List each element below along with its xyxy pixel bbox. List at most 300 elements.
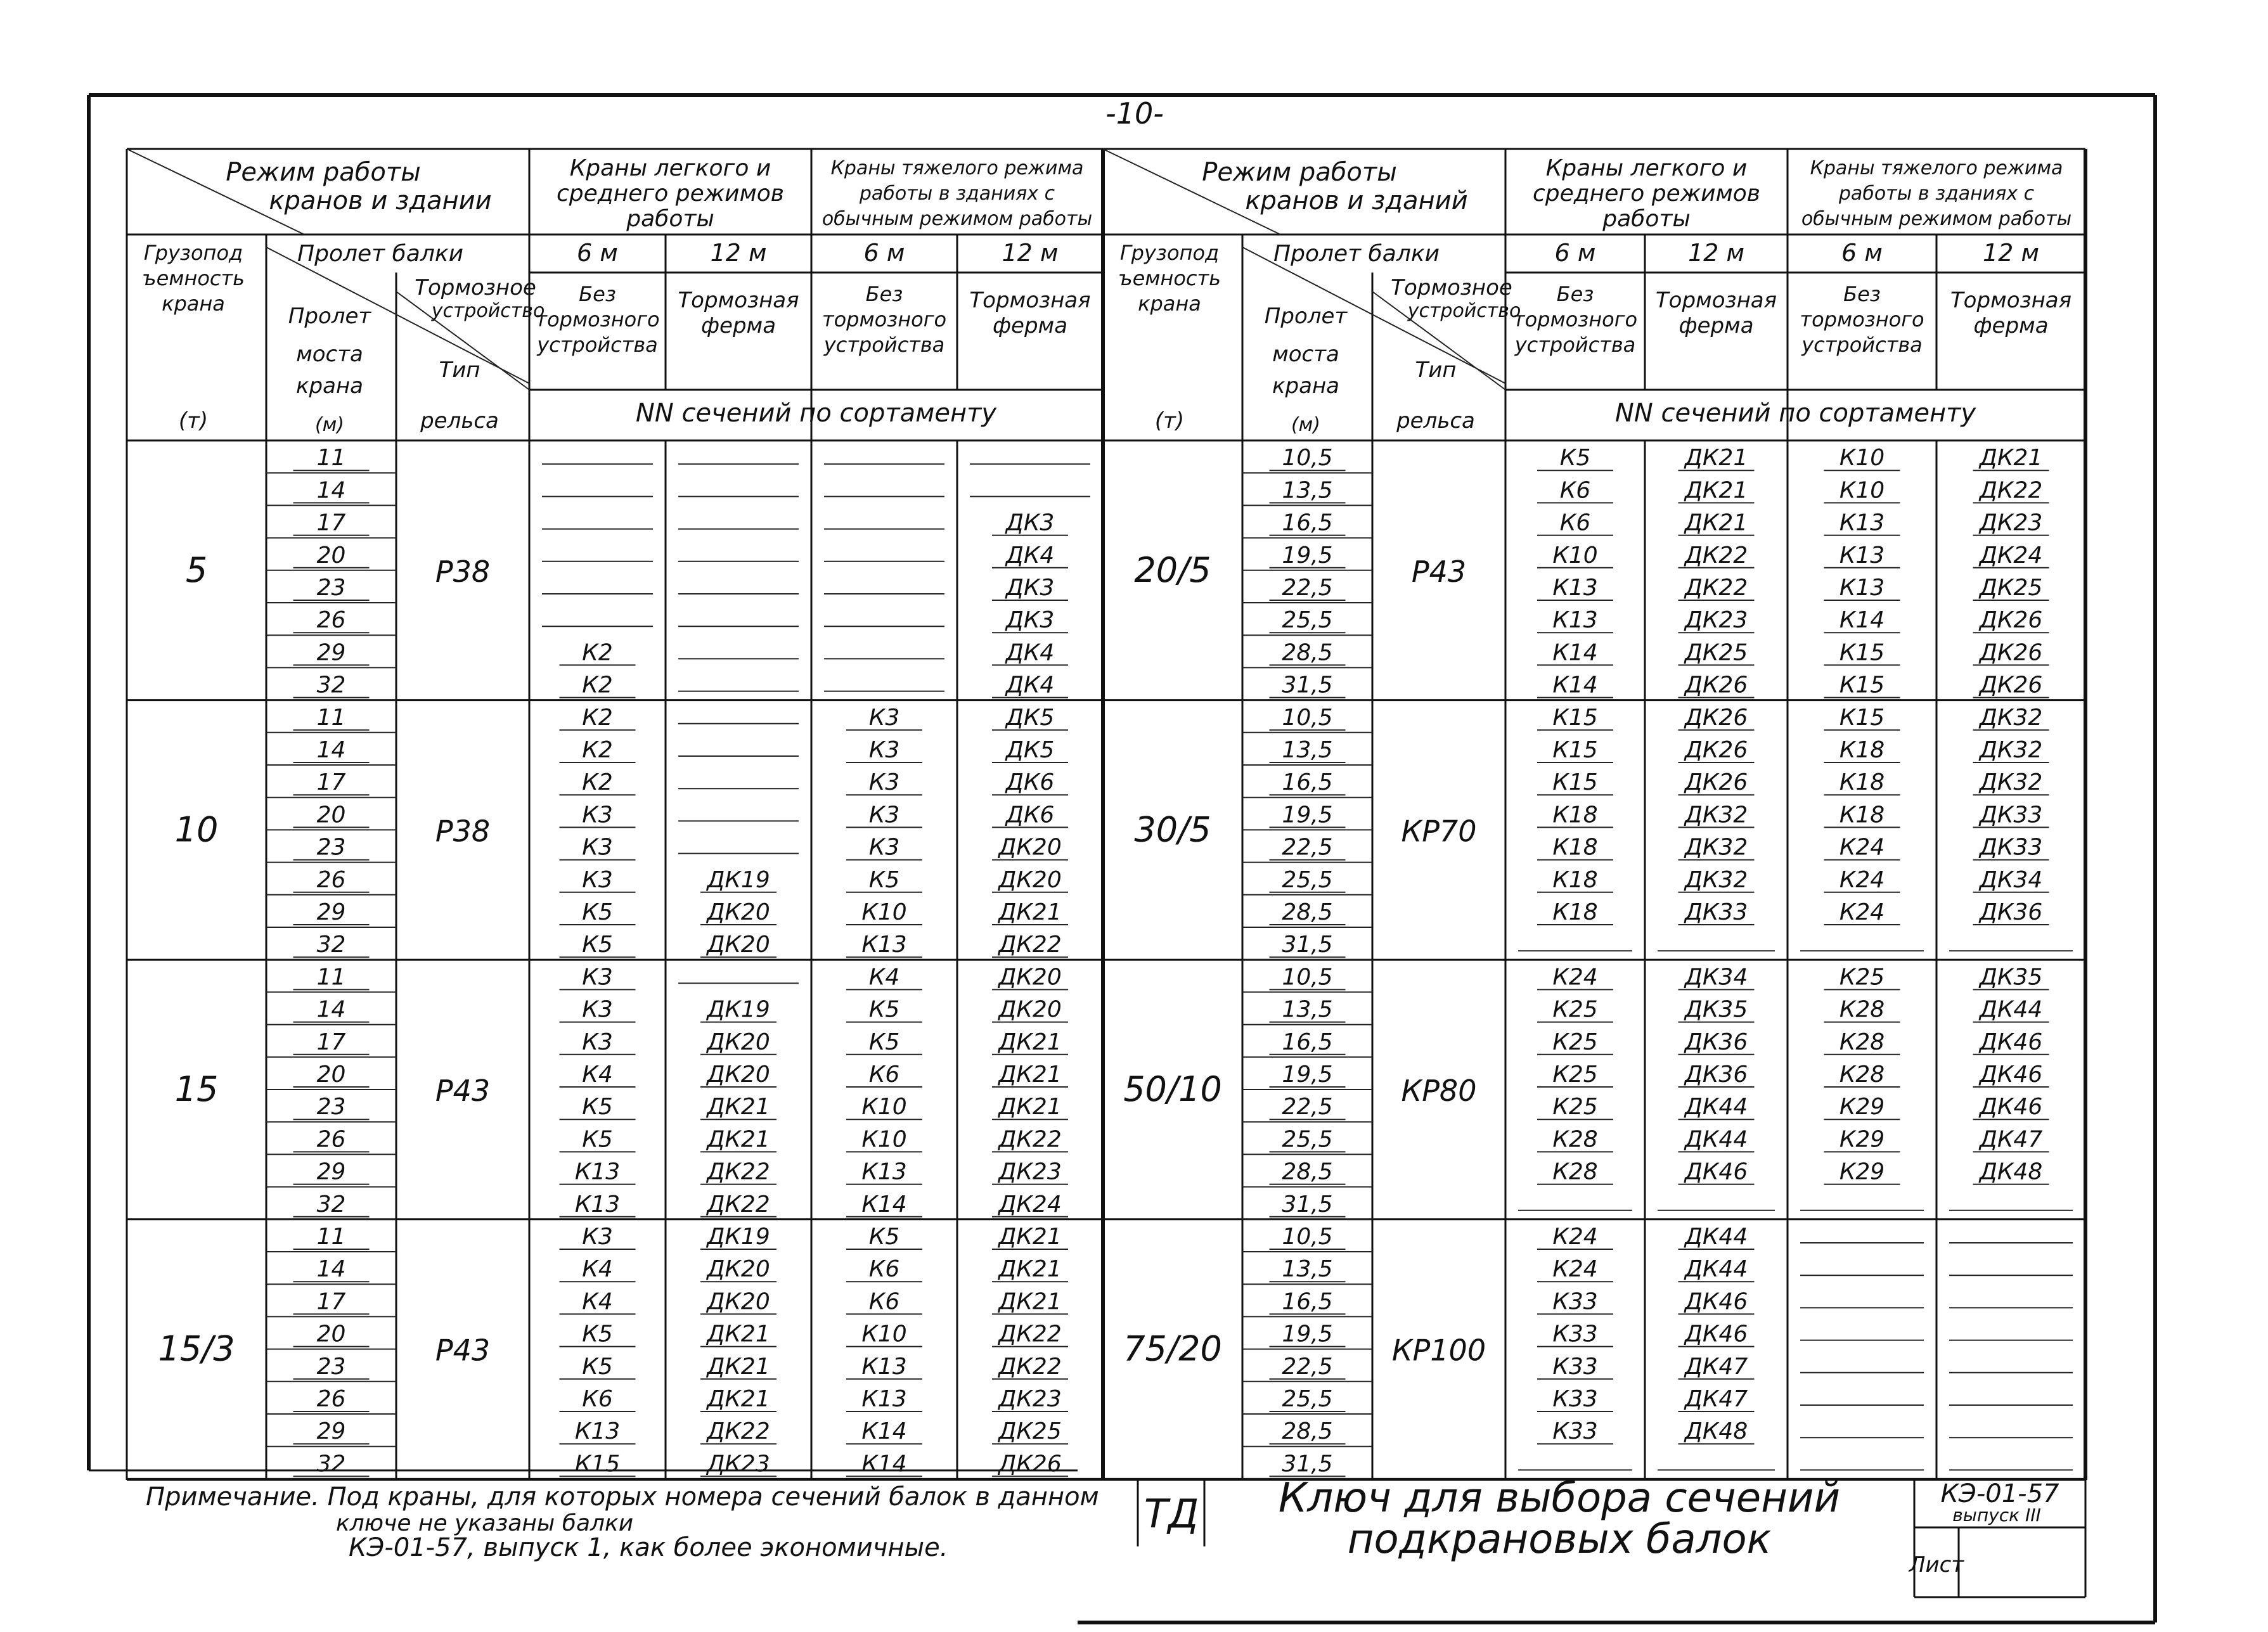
left-cell-3-4-4: ДК22 [998,1353,1062,1380]
left-cell-3-0-1: К3 [582,1224,613,1250]
left-cell-2-2-3: К5 [868,1029,900,1055]
right-cell-3-6-2: ДК48 [1684,1418,1748,1445]
left-cell-2-3-0: 20 [316,1062,346,1088]
left-cell-0-2-0: 17 [316,510,346,536]
left-cell-2-7-2: ДК22 [707,1191,770,1218]
right-cell-2-3-4: ДК46 [1979,1062,2043,1088]
right-cell-3-0-2: ДК44 [1684,1224,1748,1250]
left-heavy-title-2: работы в зданиях с [859,183,1055,205]
right-rail-2: КР80 [1401,1074,1477,1108]
left-cell-1-5-2: ДК19 [707,866,770,893]
left-cell-0-5-0: 26 [316,607,346,634]
left-cell-3-1-1: К4 [582,1256,613,1283]
right-cell-1-0-1: К15 [1552,704,1598,731]
left-cell-0-4-0: 23 [316,575,346,601]
left-cell-1-3-4: ДК6 [1005,802,1055,828]
left-cell-1-3-3: К3 [868,802,900,828]
right-cell-0-4-3: К13 [1839,575,1885,601]
left-cell-1-5-1: К3 [582,866,613,893]
left-cell-2-1-2: ДК19 [707,996,770,1023]
left-cell-2-6-1: К13 [574,1159,621,1185]
right-cell-1-1-4: ДК32 [1979,737,2043,763]
right-cell-2-3-1: К25 [1552,1062,1598,1088]
right-cell-0-7-3: К15 [1839,672,1885,698]
footer-stamp: ТД [1144,1491,1199,1537]
left-cell-0-7-1: К2 [582,672,613,698]
left-rail-2: Р43 [435,1074,491,1108]
left-cell-2-5-1: К5 [582,1126,613,1153]
right-cell-0-1-2: ДК21 [1684,477,1748,504]
right-brake-truss-1-2: ферма [1973,313,2049,338]
left-cell-2-6-4: ДК23 [998,1159,1062,1185]
page-number: -10- [1105,96,1164,131]
right-cell-2-6-3: К29 [1839,1159,1885,1185]
left-cell-3-4-3: К13 [861,1353,907,1380]
left-cell-1-0-3: К3 [868,704,900,731]
left-cell-1-4-3: К3 [868,834,900,861]
right-cell-2-2-2: ДК36 [1684,1029,1748,1055]
left-heavy-title-1: Краны тяжелого режима [830,157,1084,179]
right-no-brake-0-3: устройства [1514,333,1636,357]
right-heavy-title-3: обычным режимом работы [1801,208,2072,230]
left-cell-3-6-2: ДК22 [707,1418,770,1445]
right-heavy-title-1: Краны тяжелого режима [1810,157,2063,179]
right-cell-2-2-1: К25 [1552,1029,1598,1055]
left-mode-title-1: Режим работы [226,158,421,187]
left-cell-3-5-0: 26 [316,1386,346,1412]
right-cell-0-6-4: ДК26 [1979,639,2043,666]
right-rail-1: КР70 [1401,814,1477,849]
left-cell-3-1-3: К6 [868,1256,900,1283]
left-cell-3-4-1: К5 [582,1353,613,1380]
right-cell-1-4-4: ДК33 [1979,834,2043,861]
left-lift-label-1: Грузопод [143,241,243,265]
right-cell-0-0-0: 10,5 [1282,445,1333,472]
right-cell-3-2-2: ДК46 [1684,1288,1748,1315]
footer-title-line-1: Ключ для выбора сечений [1278,1475,1841,1522]
left-no-brake-1-3: устройства [823,333,945,357]
left-cell-0-4-4: ДК3 [1005,575,1055,601]
left-cell-2-3-3: К6 [868,1062,900,1088]
right-mode-title-1: Режим работы [1202,158,1397,187]
left-cell-2-4-0: 23 [316,1094,346,1121]
right-cell-0-3-0: 19,5 [1282,542,1333,569]
left-cell-0-3-4: ДК4 [1005,542,1055,569]
left-cell-1-4-1: К3 [582,834,613,861]
footer-series: КЭ-01-57 [1940,1479,2059,1508]
right-cell-3-1-2: ДК44 [1684,1256,1748,1283]
left-cell-2-1-3: К5 [868,996,900,1023]
left-cell-3-4-0: 23 [316,1353,346,1380]
right-cell-2-3-0: 19,5 [1282,1062,1333,1088]
right-light-title-2: среднего режимов [1533,181,1760,207]
left-heavy-title-3: обычным режимом работы [822,208,1093,230]
left-cell-1-7-3: К13 [861,932,907,958]
right-heavy-title-2: работы в зданиях с [1838,183,2035,205]
left-light-title-3: работы [626,206,714,232]
right-cell-0-6-1: К14 [1552,639,1598,666]
left-cell-0-6-0: 29 [316,639,346,666]
left-cell-3-3-1: К5 [582,1321,613,1347]
right-cell-0-5-3: К14 [1839,607,1885,634]
right-cell-1-6-1: К18 [1552,899,1598,925]
right-cell-2-4-2: ДК44 [1684,1094,1748,1121]
right-cell-3-2-1: К33 [1552,1288,1598,1315]
right-cell-1-2-4: ДК32 [1979,769,2043,796]
right-cell-3-7-0: 31,5 [1282,1451,1333,1477]
left-cell-2-0-1: К3 [582,964,613,991]
right-light-title-3: работы [1602,206,1691,232]
right-cell-3-4-1: К33 [1552,1353,1598,1380]
right-cell-0-5-2: ДК23 [1684,607,1748,634]
left-cell-1-2-3: К3 [868,769,900,796]
right-cell-1-5-1: К18 [1552,866,1598,893]
right-cell-2-3-3: К28 [1839,1062,1885,1088]
left-no-brake-0-3: устройства [537,333,658,357]
right-cell-1-2-3: К18 [1839,769,1885,796]
left-cell-3-2-3: К6 [868,1288,900,1315]
left-capacity-1: 10 [174,809,219,850]
left-cell-2-1-0: 14 [316,996,346,1023]
left-cell-2-6-2: ДК22 [707,1159,770,1185]
left-cell-3-2-0: 17 [316,1288,346,1315]
left-brake-label-2: устройство [431,300,545,322]
right-cell-3-3-2: ДК46 [1684,1321,1748,1347]
left-cell-1-4-4: ДК20 [998,834,1062,861]
left-no-brake-0-2: тормозного [535,307,660,331]
right-cell-0-4-2: ДК22 [1684,575,1748,601]
right-cell-2-4-3: К29 [1839,1094,1885,1121]
right-cell-1-4-3: К24 [1839,834,1885,861]
left-cell-1-4-0: 23 [316,834,346,861]
right-cell-2-5-4: ДК47 [1979,1126,2043,1153]
left-cell-3-0-2: ДК19 [707,1224,770,1250]
left-cell-2-5-0: 26 [316,1126,346,1153]
left-cell-1-2-4: ДК6 [1005,769,1055,796]
left-cell-2-3-1: К4 [582,1062,613,1088]
right-cell-1-3-2: ДК32 [1684,802,1748,828]
right-cell-1-3-0: 19,5 [1282,802,1333,828]
right-no-brake-1-2: тормозного [1800,307,1924,331]
right-cell-2-1-4: ДК44 [1979,996,2043,1023]
right-cell-0-6-2: ДК25 [1684,639,1748,666]
left-cell-2-2-0: 17 [316,1029,346,1055]
right-cell-2-0-3: К25 [1839,964,1885,991]
right-cell-0-6-0: 28,5 [1282,639,1333,666]
right-cell-0-7-2: ДК26 [1684,672,1748,698]
left-cell-3-2-1: К4 [582,1288,613,1315]
right-cell-0-2-0: 16,5 [1282,510,1333,536]
right-cell-3-4-2: ДК47 [1684,1353,1748,1380]
right-cell-0-2-4: ДК23 [1979,510,2043,536]
right-cell-3-6-1: К33 [1552,1418,1598,1445]
right-brake-truss-0-2: ферма [1678,313,1754,338]
right-cell-0-1-1: К6 [1559,477,1591,504]
left-sections-label: NN сечений по сортаменту [635,399,997,428]
left-brake-truss-0-2: ферма [700,313,776,338]
right-cell-1-5-2: ДК32 [1684,866,1748,893]
right-cell-0-1-4: ДК22 [1979,477,2043,504]
right-cell-0-4-4: ДК25 [1979,575,2043,601]
right-cell-1-0-4: ДК32 [1979,704,2043,731]
left-no-brake-0-1: Без [579,282,616,306]
left-cell-3-5-4: ДК23 [998,1386,1062,1412]
left-cell-1-7-4: ДК22 [998,932,1062,958]
left-cell-3-3-2: ДК21 [707,1321,770,1347]
table-text [142,96,2071,1577]
right-cell-0-7-1: К14 [1552,672,1598,698]
right-rail-label-1: Тип [1415,357,1457,383]
left-cell-3-7-0: 32 [316,1451,346,1477]
left-brake-truss-0-1: Тормозная [678,288,799,313]
right-cell-3-6-0: 28,5 [1282,1418,1333,1445]
right-cell-2-1-1: К25 [1552,996,1598,1023]
right-cell-2-3-2: ДК36 [1684,1062,1748,1088]
right-cell-3-1-0: 13,5 [1282,1256,1333,1283]
left-cell-3-6-1: К13 [574,1418,621,1445]
right-cell-3-5-0: 25,5 [1282,1386,1333,1412]
left-cell-2-0-4: ДК20 [998,964,1062,991]
footer-issue: выпуск III [1952,1505,2041,1526]
left-rail-1: Р38 [435,814,491,849]
left-cell-2-0-0: 11 [316,964,346,991]
left-cell-3-1-4: ДК21 [998,1256,1062,1283]
right-cell-2-6-0: 28,5 [1282,1159,1333,1185]
right-cell-1-2-0: 16,5 [1282,769,1333,796]
left-cell-1-3-0: 20 [316,802,346,828]
right-cell-0-4-1: К13 [1552,575,1598,601]
right-cell-2-2-4: ДК46 [1979,1029,2043,1055]
left-brake-truss-1-1: Тормозная [969,288,1091,313]
right-cell-1-0-3: К15 [1839,704,1885,731]
left-lift-label-2: ъемность [141,266,245,290]
left-cell-1-7-1: К5 [582,932,613,958]
right-cell-1-4-2: ДК32 [1684,834,1748,861]
right-cell-3-1-1: К24 [1552,1256,1598,1283]
right-capacity-1: 30/5 [1134,809,1211,850]
left-cell-3-3-4: ДК22 [998,1321,1062,1347]
left-capacity-0: 5 [185,549,208,590]
left-brake-truss-1-2: ферма [992,313,1068,338]
left-cell-3-6-0: 29 [316,1418,346,1445]
right-cell-2-0-1: К24 [1552,964,1598,991]
left-cell-0-7-4: ДК4 [1005,672,1055,698]
right-cell-3-5-2: ДК47 [1684,1386,1748,1412]
right-cell-2-2-3: К28 [1839,1029,1885,1055]
left-no-brake-1-1: Без [865,282,903,306]
right-cell-2-6-4: ДК48 [1979,1159,2043,1185]
left-cell-2-4-3: К10 [861,1094,907,1121]
left-capacity-3: 15/3 [158,1328,235,1369]
left-cell-1-0-4: ДК5 [1005,704,1055,731]
left-cell-1-2-1: К2 [582,769,613,796]
left-cell-1-1-0: 14 [316,737,346,763]
right-cell-1-6-0: 28,5 [1282,899,1333,925]
left-cell-0-0-0: 11 [316,445,346,472]
left-cell-0-6-1: К2 [582,639,613,666]
footer-title-line-2: подкрановых балок [1347,1516,1772,1563]
left-cell-2-5-3: К10 [861,1126,907,1153]
right-rail-0: Р43 [1411,554,1467,589]
right-cell-1-2-1: К15 [1552,769,1598,796]
left-cell-3-7-3: К14 [861,1451,907,1477]
right-no-brake-0-1: Без [1556,282,1594,306]
left-cell-1-0-1: К2 [582,704,613,731]
right-cell-1-5-4: ДК34 [1979,866,2043,893]
left-no-brake-1-2: тормозного [822,307,947,331]
left-cell-0-6-4: ДК4 [1005,639,1055,666]
left-cell-3-7-2: ДК23 [707,1451,770,1477]
left-cell-2-1-1: К3 [582,996,613,1023]
left-cell-2-4-4: ДК21 [998,1094,1062,1121]
right-mode-title-2: кранов и зданий [1245,186,1468,215]
right-cell-2-0-0: 10,5 [1282,964,1333,991]
right-cell-0-1-3: К10 [1839,477,1885,504]
left-cell-3-2-2: ДК20 [707,1288,770,1315]
right-no-brake-0-2: тормозного [1512,307,1638,331]
right-cell-1-3-3: К18 [1839,802,1885,828]
right-lift-label-1: Грузопод [1119,241,1220,265]
left-cell-3-3-3: К10 [861,1321,907,1347]
left-cell-1-6-2: ДК20 [707,899,770,925]
right-cell-1-3-4: ДК33 [1979,802,2043,828]
right-cell-1-6-3: К24 [1839,899,1885,925]
right-brake-truss-1-1: Тормозная [1950,288,2072,313]
right-cell-0-0-4: ДК21 [1979,445,2043,472]
right-cell-0-4-0: 22,5 [1282,575,1333,601]
right-cell-1-1-2: ДК26 [1684,737,1748,763]
right-sections-label: NN сечений по сортаменту [1614,399,1976,428]
right-cell-1-7-0: 31,5 [1282,932,1333,958]
right-capacity-3: 75/20 [1123,1328,1222,1369]
left-cell-2-6-0: 29 [316,1159,346,1185]
right-cell-0-2-2: ДК21 [1684,510,1748,536]
right-cell-3-0-1: К24 [1552,1224,1598,1250]
left-cell-0-5-4: ДК3 [1005,607,1055,634]
left-cell-1-7-2: ДК20 [707,932,770,958]
right-cell-0-0-1: К5 [1559,445,1591,472]
footer-note-line-1: Примечание. Под краны, для которых номера сечений балок в данном [146,1482,1099,1512]
left-cell-1-7-0: 32 [316,932,346,958]
right-brake-label-1: Тормозное [1391,275,1512,300]
right-cell-0-7-0: 31,5 [1282,672,1333,698]
left-capacity-2: 15 [174,1069,219,1109]
right-cell-1-6-4: ДК36 [1979,899,2043,925]
left-cell-2-0-3: К4 [868,964,900,991]
right-cell-2-1-0: 13,5 [1282,996,1333,1023]
left-cell-2-2-1: К3 [582,1029,613,1055]
right-cell-1-4-0: 22,5 [1282,834,1333,861]
left-cell-2-1-4: ДК20 [998,996,1062,1023]
left-cell-3-7-4: ДК26 [998,1451,1062,1477]
left-cell-2-7-4: ДК24 [998,1191,1062,1218]
right-cell-0-5-0: 25,5 [1282,607,1333,634]
right-cell-3-4-0: 22,5 [1282,1353,1333,1380]
left-cell-1-6-0: 29 [316,899,346,925]
left-cell-2-7-0: 32 [316,1191,346,1218]
left-cell-1-5-3: К5 [868,866,900,893]
left-cell-1-0-0: 11 [316,704,346,731]
right-cell-2-1-2: ДК35 [1684,996,1748,1023]
left-cell-1-6-1: К5 [582,899,613,925]
right-cell-2-4-1: К25 [1552,1094,1598,1121]
left-cell-3-5-2: ДК21 [707,1386,770,1412]
right-col-12m-b: 12 м [1982,239,2040,267]
left-cell-1-1-4: ДК5 [1005,737,1055,763]
left-crane-span-1: Пролет [288,304,371,329]
left-cell-3-3-0: 20 [316,1321,346,1347]
left-cell-3-5-1: К6 [582,1386,613,1412]
left-col-6m-a: 6 м [577,239,618,267]
right-cell-2-7-0: 31,5 [1282,1191,1333,1218]
left-rail-0: Р38 [435,554,491,589]
right-lift-label-3: крана [1138,292,1201,316]
right-crane-span-2: моста [1272,342,1339,367]
right-cell-0-3-4: ДК24 [1979,542,2043,569]
right-cell-0-3-2: ДК22 [1684,542,1748,569]
left-rail-label-2: рельса [420,408,499,434]
left-cell-1-5-0: 26 [316,866,346,893]
right-cell-0-0-3: К10 [1839,445,1885,472]
right-cell-1-6-2: ДК33 [1684,899,1748,925]
right-no-brake-1-3: устройства [1801,333,1923,357]
right-cell-1-5-3: К24 [1839,866,1885,893]
footer-sheet-label: Лист [1909,1552,1964,1577]
right-cell-1-1-1: К15 [1552,737,1598,763]
left-cell-3-0-4: ДК21 [998,1224,1062,1250]
right-cell-0-3-3: К13 [1839,542,1885,569]
right-cell-3-3-1: К33 [1552,1321,1598,1347]
left-cell-2-2-2: ДК20 [707,1029,770,1055]
right-lift-unit: (т) [1154,408,1185,434]
left-cell-3-7-1: К15 [574,1451,621,1477]
right-span-label: Пролет балки [1273,241,1440,267]
left-cell-2-4-1: К5 [582,1094,613,1121]
right-no-brake-1-1: Без [1843,282,1881,306]
right-brake-truss-0-1: Тормозная [1655,288,1777,313]
right-cell-1-5-0: 25,5 [1282,866,1333,893]
right-cell-0-2-3: К13 [1839,510,1885,536]
left-cell-1-5-4: ДК20 [998,866,1062,893]
left-cell-1-2-0: 17 [316,769,346,796]
left-cell-1-3-1: К3 [582,802,613,828]
left-cell-3-4-2: ДК21 [707,1353,770,1380]
left-cell-3-5-3: К13 [861,1386,907,1412]
left-cell-3-2-4: ДК21 [998,1288,1062,1315]
right-rail-3: КР100 [1391,1333,1486,1368]
right-cell-1-1-3: К18 [1839,737,1885,763]
left-cell-1-1-3: К3 [868,737,900,763]
right-cell-1-1-0: 13,5 [1282,737,1333,763]
right-cell-1-2-2: ДК26 [1684,769,1748,796]
right-cell-2-4-0: 22,5 [1282,1094,1333,1121]
right-cell-2-0-4: ДК35 [1979,964,2043,991]
right-rail-label-2: рельса [1396,408,1475,434]
left-lift-label-3: крана [162,292,225,316]
left-crane-span-unit: (м) [314,414,345,436]
left-cell-1-6-4: ДК21 [998,899,1062,925]
footer-note-line-3: КЭ-01-57, выпуск 1, как более экономичные. [349,1533,948,1562]
left-cell-2-7-1: К13 [574,1191,621,1218]
left-cell-2-2-4: ДК21 [998,1029,1062,1055]
right-col-12m-a: 12 м [1687,239,1745,267]
left-cell-2-3-4: ДК21 [998,1062,1062,1088]
left-cell-2-5-2: ДК21 [707,1126,770,1153]
right-cell-0-3-1: К10 [1552,542,1598,569]
left-rail-label-1: Тип [439,357,480,383]
left-crane-span-3: крана [295,373,364,399]
left-mode-title-2: кранов и здании [269,186,492,215]
